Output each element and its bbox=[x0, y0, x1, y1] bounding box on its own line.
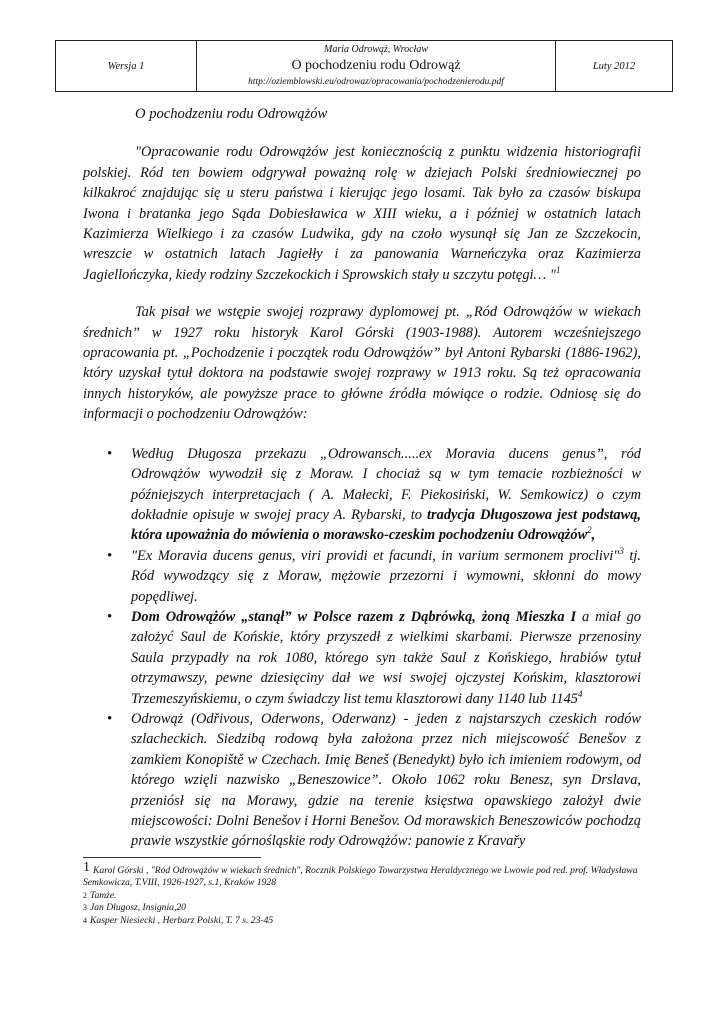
footnote-number: 3 bbox=[83, 903, 87, 913]
footnote-item bbox=[83, 915, 643, 927]
header-date: Luty 2012 bbox=[592, 60, 636, 72]
footnote-number: 2 bbox=[83, 890, 87, 900]
paragraph-intro: Tak pisał we wstępie swojej rozprawy dyplomowej pt. „Ród Odrowążów w wiekach średnich” w 1927 roku historyk Karol Górski (1903-1988). Autorem wcześniejszego opracowania pt. „Pochodzenie i początek rodu Odrowążów” był Antoni Rybarski (1886-1962), który uzyskał tytuł doktora na podstawie swojej rozprawy w 1913 roku. Są też opracowania innych historyków, ale powyższe prace to główne źródła mówiące o rodzie. Odniosę się do informacji o pochodzeniu Odrowążów: bbox=[83, 304, 641, 423]
bullet-icon: • bbox=[107, 445, 113, 462]
footnotes bbox=[83, 862, 643, 927]
footnote-ref-2[interactable]: 2 bbox=[587, 525, 592, 536]
list-item bbox=[107, 607, 641, 709]
list-item-text: Odrowąż (Odřivous, Oderwons, Oderwanz) - jeden z najstarszych czeskich rodów szlacheckich. Siedzibą rodową była założona przez nich miejscowość Benešov z zamkiem Konopiště w Czechach. Imię Beneš (Benedykt) było ich imieniem rodowym, od którego wzięli nazwisko „Beneszowice”. Około 1062 roku Benesz, syn Drslava, przeniósł się na Morawy, gdzie na terenie księstwa opawskiego założył dwie miejscowości: Dolni Benešov i Horni Benešov. Od morawskich Beneszowiców pochodzą prawie wszystkie górnośląskie rody Odrowążów: panowie z Kravařy bbox=[131, 710, 641, 850]
footnote-text: Tamże. bbox=[90, 889, 117, 901]
list-item-text: Według Długosza przekazu „Odrowansch.....ex Moravia ducens genus”, ród Odrowążów wywodził się z Moraw. I chociaż są w tym temacie rozbieżności w późniejszych interpretacjach ( A. Małecki, F. Piekosiński, W. Semkowicz) o czym dokładnie opisuje w swojej pracy A. Rybarski, to bbox=[131, 445, 641, 523]
list-item bbox=[107, 709, 641, 852]
list-item-text: "Ex Moravia ducens genus, viri providi et facundi, in varium sermonem proclivi" bbox=[131, 547, 620, 564]
footnote-ref-4[interactable]: 4 bbox=[578, 688, 583, 699]
bullet-list bbox=[83, 444, 641, 852]
list-item-tail: tj. Ród wywodzący się z Moraw, mężowie przezorni i wymowni, skłonni do mowy popędliwej. bbox=[131, 547, 641, 605]
footnote-item bbox=[83, 902, 643, 914]
paragraph-quote bbox=[83, 142, 641, 285]
footnote-ref-3[interactable]: 3 bbox=[619, 545, 624, 556]
bullet-icon: • bbox=[107, 710, 113, 727]
footnote-text: Karol Górski , "Ród Odrowążów w wiekach średnich", Rocznik Polskiego Towarzystwa Heraldycznego we Lwowie pod red. prof. Władysława Semkowicza, T.VIII, 1926-1927, s.1, Kraków 1928 bbox=[83, 865, 638, 889]
header-url[interactable]: http://oziemblowski.eu/odrowaz/opracowania/pochodzenierodu.pdf bbox=[248, 77, 504, 87]
footnote-ref-1[interactable]: 1 bbox=[555, 265, 561, 276]
footnote-divider bbox=[83, 857, 261, 858]
list-item bbox=[107, 545, 641, 607]
header-center bbox=[197, 41, 556, 91]
header-version: Wersja 1 bbox=[56, 41, 197, 91]
footnote-item bbox=[83, 862, 643, 890]
list-item-tail: , bbox=[591, 527, 596, 544]
document-body bbox=[83, 104, 641, 852]
list-item-text: a miał go założyć Saul de Końskie, który przyszedł z wielkimi skarbami. Pierwsze przenosiny Saula przypadły na rok 1080, którego syn także Saul z Końskiego, hrabiów tytuł otrzymawszy, pewne dziesięciny dał we wsi swojej ojczystej Końskim, klasztorowi Trzemeszyńskiemu, o czym świadczy list temu klasztorowi dany 1140 lub 1145 bbox=[131, 608, 641, 707]
footnote-text: Kasper Niesiecki , Herbarz Polski, T. 7 s. 23-45 bbox=[90, 914, 274, 926]
footnote-number: 4 bbox=[83, 915, 87, 925]
bullet-icon: • bbox=[107, 608, 113, 625]
header-author: Maria Odrowąż, Wrocław bbox=[324, 44, 428, 55]
footnote-number: 1 bbox=[83, 860, 90, 875]
paragraph-quote-text: "Opracowanie rodu Odrowążów jest koniecznością z punktu widzenia historiografii polskiej. Ród ten bowiem odgrywał poważną rolę w dziejach Polski średniowiecznej po kilkakroć znajdując się u steru państwa i kierując jego losami. Tak było za czasów biskupa Iwona i bratanka jego Sąda Dobiesławica w XIII wieku, a i później w ostatnich latach Kazimierza Wielkiego i za czasów Ludwika, gdy na czoło wysunął się Jan ze Szczekocin, wreszcie w ostatnich latach Jagiełły i za panowania Warneńczyka oraz Kazimierza Jagiellończyka, kiedy rodziny Szczekockich i Sprowskich stały u szczytu potęgi… " bbox=[83, 144, 641, 283]
bullet-icon: • bbox=[107, 547, 113, 564]
footnote-text: Jan Długosz, Insignia,20 bbox=[90, 902, 186, 914]
page-header-table bbox=[55, 40, 673, 92]
list-item-bold: Dom Odrowążów „stanął” w Polsce razem z Dąbrówką, żoną Mieszka I bbox=[131, 608, 577, 625]
footnote-item bbox=[83, 890, 643, 902]
header-title: O pochodzeniu rodu Odrowąż bbox=[291, 58, 461, 73]
document-heading: O pochodzeniu rodu Odrowążów bbox=[135, 106, 328, 122]
list-item bbox=[107, 444, 641, 546]
list-item-bold: tradycja Długoszowa jest podstawą, która upoważnia do mówienia o morawsko-czeskim pochodzeniu Odrowążów bbox=[131, 506, 641, 544]
